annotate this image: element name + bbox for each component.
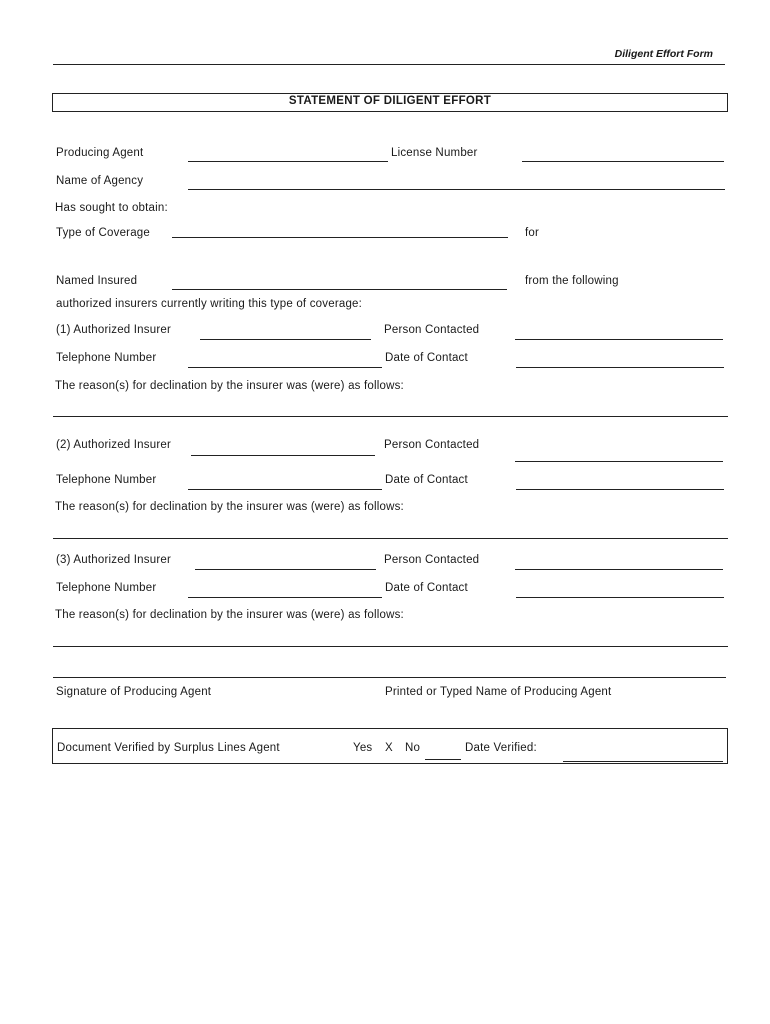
insurer-2-field[interactable]: [191, 455, 375, 456]
no-field[interactable]: [425, 759, 461, 760]
insurer-2-person-label: Person Contacted: [384, 439, 480, 451]
type-of-coverage-label: Type of Coverage: [56, 227, 150, 239]
license-number-field[interactable]: [522, 161, 724, 162]
insurer-3-phone-label: Telephone Number: [56, 582, 157, 594]
has-sought-text: Has sought to obtain:: [55, 202, 168, 214]
signature-label: Signature of Producing Agent: [56, 686, 212, 698]
named-insured-label: Named Insured: [56, 275, 138, 287]
insurer-3-date-label: Date of Contact: [385, 582, 468, 594]
insurer-1-reason-text: The reason(s) for declination by the insurer was (were) as follows:: [55, 380, 404, 392]
insurer-3-reason-text: The reason(s) for declination by the insurer was (were) as follows:: [55, 609, 404, 621]
yes-label: Yes: [353, 742, 373, 754]
named-insured-field[interactable]: [172, 289, 507, 290]
yes-checkmark[interactable]: X: [385, 742, 393, 754]
insurer-1-person-label: Person Contacted: [384, 324, 480, 336]
insurer-3-label: (3) Authorized Insurer: [56, 554, 171, 566]
insurer-1-date-field[interactable]: [516, 367, 724, 368]
no-label: No: [405, 742, 421, 754]
insurer-2-label: (2) Authorized Insurer: [56, 439, 171, 451]
insurer-1-phone-field[interactable]: [188, 367, 382, 368]
producing-agent-field[interactable]: [188, 161, 388, 162]
document-verified-label: Document Verified by Surplus Lines Agent: [57, 742, 280, 754]
name-of-agency-field[interactable]: [188, 189, 725, 190]
insurer-2-date-field[interactable]: [516, 489, 724, 490]
insurer-3-date-field[interactable]: [516, 597, 724, 598]
insurer-2-reason-field[interactable]: [53, 538, 728, 539]
insurer-2-person-field[interactable]: [515, 461, 723, 462]
signature-field[interactable]: [53, 677, 726, 678]
insurer-3-person-field[interactable]: [515, 569, 723, 570]
insurer-2-phone-field[interactable]: [188, 489, 382, 490]
insurer-2-reason-text: The reason(s) for declination by the insurer was (were) as follows:: [55, 501, 404, 513]
insurer-3-reason-field[interactable]: [53, 646, 728, 647]
printed-name-label: Printed or Typed Name of Producing Agent: [385, 686, 612, 698]
insurer-3-person-label: Person Contacted: [384, 554, 480, 566]
from-following-text: from the following: [525, 275, 619, 287]
type-of-coverage-field[interactable]: [172, 237, 508, 238]
insurer-1-date-label: Date of Contact: [385, 352, 468, 364]
form-name: Diligent Effort Form: [614, 48, 713, 60]
date-verified-label: Date Verified:: [465, 742, 537, 754]
header-rule: [53, 64, 725, 65]
insurer-3-phone-field[interactable]: [188, 597, 382, 598]
page-title: STATEMENT OF DILIGENT EFFORT: [288, 95, 492, 107]
date-verified-field[interactable]: [563, 761, 723, 762]
insurer-2-date-label: Date of Contact: [385, 474, 468, 486]
insurer-2-phone-label: Telephone Number: [56, 474, 157, 486]
insurer-3-field[interactable]: [195, 569, 376, 570]
insurer-1-phone-label: Telephone Number: [56, 352, 157, 364]
insurer-1-field[interactable]: [200, 339, 371, 340]
insurer-1-label: (1) Authorized Insurer: [56, 324, 171, 336]
license-number-label: License Number: [391, 147, 478, 159]
insurer-1-person-field[interactable]: [515, 339, 723, 340]
title-box: [52, 93, 728, 112]
for-text: for: [525, 227, 540, 239]
name-of-agency-label: Name of Agency: [56, 175, 144, 187]
insurer-1-reason-field[interactable]: [53, 416, 728, 417]
authorized-insurers-text: authorized insurers currently writing this type of coverage:: [56, 298, 363, 310]
producing-agent-label: Producing Agent: [56, 147, 144, 159]
